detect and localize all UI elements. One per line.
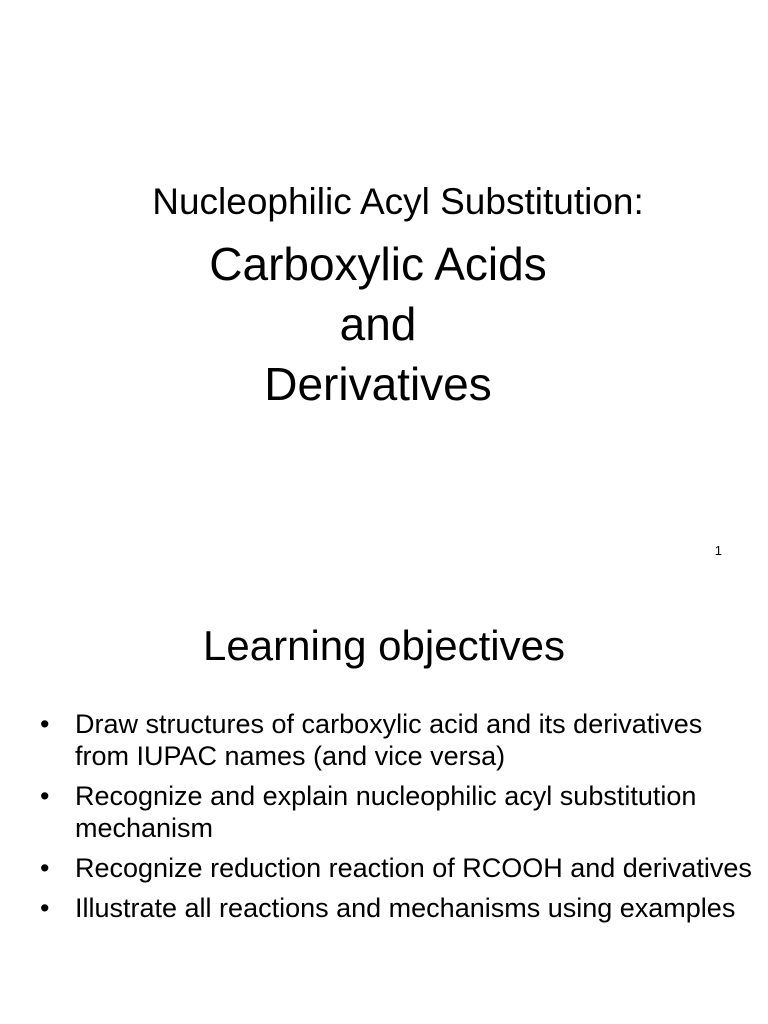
- bullet-icon: •: [40, 893, 50, 923]
- list-item-text: Illustrate all reactions and mechanisms using examples: [75, 893, 736, 923]
- objectives-list: [40, 708, 755, 932]
- list-item-text: Recognize reduction reaction of RCOOH and derivatives: [75, 853, 752, 883]
- list-item: [40, 708, 755, 772]
- list-item-text: Draw structures of carboxylic acid and its derivatives from IUPAC names (and vice versa): [75, 709, 703, 771]
- title-line: Derivatives: [264, 358, 492, 410]
- bullet-icon: •: [40, 781, 50, 811]
- title-line: and: [339, 298, 417, 350]
- title-line: Carboxylic Acids: [209, 238, 547, 290]
- bullet-icon: •: [40, 709, 50, 739]
- objectives-slide: [0, 590, 768, 1024]
- page-number: 1: [714, 543, 722, 558]
- slide-title: [0, 234, 756, 414]
- slide-subtitle: Nucleophilic Acyl Substitution:: [152, 181, 644, 222]
- objectives-heading: Learning objectives: [203, 622, 565, 669]
- list-item: [40, 852, 755, 884]
- bullet-icon: •: [40, 853, 50, 883]
- list-item: [40, 780, 755, 844]
- list-item-text: Recognize and explain nucleophilic acyl substitution mechanism: [75, 781, 697, 843]
- list-item: [40, 892, 755, 924]
